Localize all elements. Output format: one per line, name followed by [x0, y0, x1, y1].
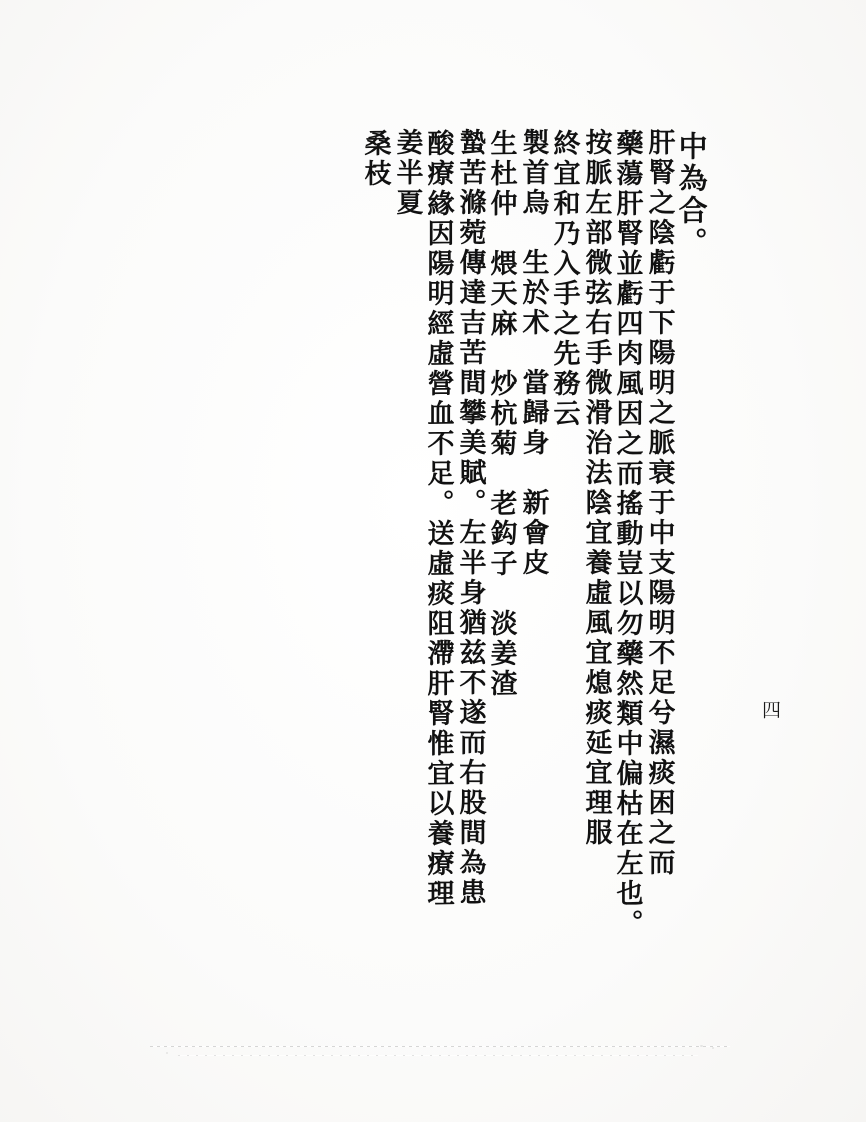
text-column: 生杜仲 煨天麻 炒杭菊 老鈎子 淡姜渣 — [485, 128, 517, 700]
text-column: 姜半夏 — [391, 127, 423, 219]
text-column: 按脈左部微弦右手微滑治法陰宜養虛風宜熄痰延宜理服 — [580, 127, 612, 849]
vertical-text-block — [186, 127, 709, 958]
scan-speck — [700, 1045, 703, 1047]
text-column: 桑枝 — [359, 128, 391, 190]
text-column: 中為合。 — [675, 130, 709, 260]
page-number: 四 — [759, 700, 781, 719]
text-column: 酸療緣因陽明經虛營血不足。送虛痰阻滯肝腎惟宜以養療理 — [422, 128, 454, 910]
text-column: 製首烏 生於术 當歸身 新會皮 — [517, 127, 549, 579]
text-column: 終宜和乃入手之先務云 — [548, 128, 580, 430]
text-column: 蟄苦滌菀傳達吉苦間攀美賦。左半身猶兹不遂而右股間為患 — [454, 127, 486, 909]
text-column: 藥蕩肝腎並虧四肉風因之而搖動豈以勿藥然類中偏枯在左也。 — [611, 128, 643, 940]
scan-speck — [712, 1047, 714, 1049]
footer-divider — [150, 1046, 730, 1047]
scan-speck — [166, 1052, 168, 1054]
footer-divider-secondary — [178, 1055, 698, 1056]
text-column: 肝腎之陰虧于下陽明之脈衰于中支陽明不足兮濕痰困之而 — [643, 127, 675, 879]
